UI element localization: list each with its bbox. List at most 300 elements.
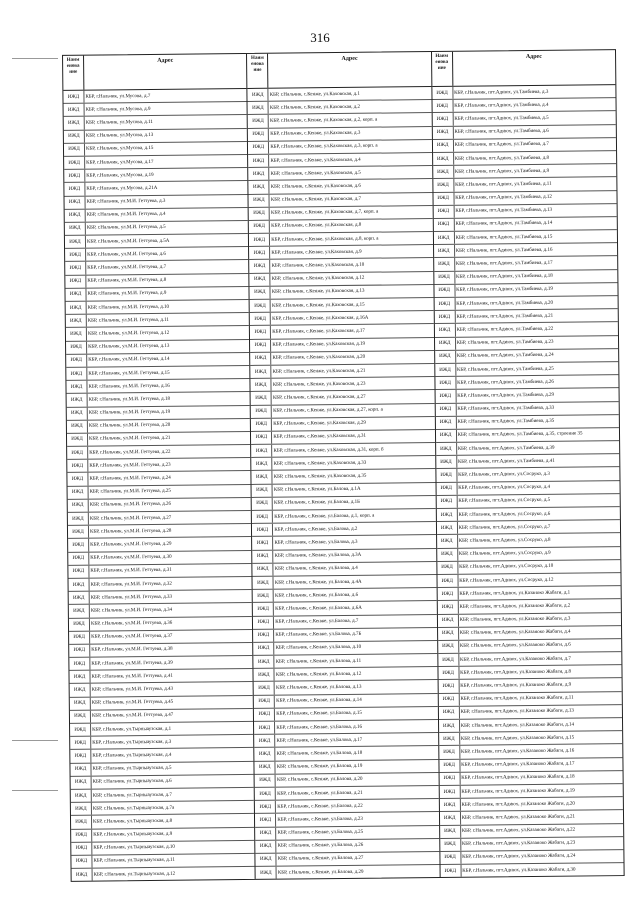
row-type: ИЖД: [70, 371, 83, 377]
row-address: КБР, г.Нальчик, пгт.Адиюх, ул.Казанoко Жабаги, д.19: [459, 784, 622, 798]
row-type: ИЖД: [252, 171, 265, 177]
row-address: КБР, г.Нальчик, ул.М.И. Геттуева, д.25: [88, 485, 251, 499]
row-type: ИЖД: [442, 657, 454, 663]
row-type: ИЖД: [73, 608, 85, 614]
row-type: ИЖД: [69, 305, 82, 311]
row-type: ИЖД: [75, 806, 87, 812]
row-address: КБР, г.Нальчик, с.Кенже, ул.Балова, д.19: [275, 760, 438, 774]
row-type: ИЖД: [72, 569, 85, 575]
row-type: ИЖД: [254, 316, 266, 322]
row-type: ИЖД: [253, 197, 265, 204]
row-address: КБР, г.Нальчик, с.Кенже, ул.Балова, д.1, корп. а: [272, 509, 435, 523]
row-address: КБР, г.Нальчик, ул.Мусова, д.17: [84, 155, 247, 169]
table-column: [63, 54, 256, 881]
row-type: ИЖД: [73, 687, 86, 693]
row-address: КБР, г.Нальчик, с.Кенже, ул.Каховская, д.31, корп. б: [271, 443, 434, 457]
row-type: ИЖД: [70, 410, 83, 416]
row-type: ИЖД: [256, 567, 269, 573]
row-type: ИЖД: [75, 872, 88, 878]
row-type: ИЖД: [252, 158, 265, 164]
row-type: ИЖД: [258, 712, 271, 718]
row-address: КБР, г.Нальчик, ул.М.И. Геттуева, д.47: [90, 709, 253, 723]
row-type: ИЖД: [442, 644, 454, 650]
row-address: КБР, г.Нальчик, пгт.Адиюх, ул.Сосруко, д.9: [457, 547, 620, 561]
row-type: ИЖД: [68, 173, 81, 179]
row-address: КБР, г.Нальчик, ул.Тырныаузская, д.1: [90, 722, 253, 736]
row-type: ИЖД: [444, 855, 456, 861]
row-type: ИЖД: [73, 661, 86, 667]
row-address: КБР, г.Нальчик, с.Кенже, ул.Балова, д.1Б: [272, 496, 435, 510]
row-type: ИЖД: [440, 525, 453, 531]
row-type: ИЖД: [68, 186, 81, 192]
row-type: ИЖД: [259, 817, 272, 823]
row-type: ИЖД: [258, 698, 270, 705]
row-type: ИЖД: [257, 646, 270, 652]
row-address: КБР, г.Нальчик, пгт.Адиюх, ул.Казанoко Жабаги, д.18: [459, 771, 622, 785]
row-type: ИЖД: [440, 486, 453, 492]
row-address: КБР, г.Нальчик, ул.М.И. Геттуева, д.5А: [85, 234, 248, 248]
row-type: ИЖД: [252, 131, 264, 138]
row-type: ИЖД: [437, 209, 450, 215]
row-address: КБР, г.Нальчик, с.Кенже, ул.Каховская, д.4: [268, 153, 431, 167]
row-address: КБР, г.Нальчик, ул.Тырныаузская, д.3: [90, 735, 253, 749]
row-type: ИЖД: [251, 92, 264, 98]
row-address: КБР, г.Нальчик, пгт.Адиюх, ул.Казанoко Жабаги, д.14: [459, 718, 622, 732]
row-type: ИЖД: [443, 802, 456, 808]
row-address: КБР, г.Нальчик, с.Кенже, ул.Каховская, д.20: [270, 351, 433, 365]
row-type: ИЖД: [257, 619, 270, 625]
row-type: ИЖД: [439, 420, 452, 426]
row-address: КБР, г.Нальчик, пгт.Адиюх, ул.Казанoко Жабаги, д.23: [460, 837, 623, 851]
row-address: КБР, г.Нальчик, ул.Мусова, д.13: [84, 129, 247, 143]
row-address: КБР, г.Нальчик, пгт.Адиюх, ул.Тамбиева, д.41: [456, 454, 619, 468]
row-address: КБР, г.Нальчик, ул.М.И. Геттуева, д.23: [87, 458, 250, 472]
row-type: ИЖД: [444, 868, 457, 874]
row-address: КБР, г.Нальчик, ул.М.И. Геттуева, д.9: [85, 287, 248, 301]
row-type: ИЖД: [252, 184, 265, 190]
row-type: ИЖД: [438, 288, 450, 294]
row-type: ИЖД: [439, 380, 451, 386]
row-type: ИЖД: [256, 540, 269, 546]
row-type: ИЖД: [253, 263, 266, 269]
row-address: КБР, г.Нальчик, пгт.Адиюх, ул.Тамбиева, д.7: [453, 138, 616, 152]
row-address: КБР, г.Нальчик, ул.Тырныаузская, д.10: [91, 841, 254, 855]
row-address: КБР, г.Нальчик, ул.М.И. Геттуева, д.37: [89, 630, 252, 644]
row-address: КБР, г.Нальчик, ул.М.И. Геттуева, д.32: [89, 577, 252, 591]
row-address: КБР, г.Нальчик, пгт.Адиюх, ул.Сосруко, д.8: [457, 533, 620, 547]
row-address: КБР, г.Нальчик, пгт.Адиюх, ул.Тамбиева, д.33: [455, 402, 618, 416]
row-address: КБР, г.Нальчик, с.Кенже, ул.Каховская, д.10: [270, 258, 433, 272]
row-type: ИЖД: [441, 578, 453, 584]
row-address: КБР, г.Нальчик, ул.М.И. Геттуева, д.13: [86, 340, 249, 354]
row-type: ИЖД: [253, 237, 266, 243]
row-address: КБР, г.Нальчик, с.Кенже, ул.Каховская, д.31: [271, 430, 434, 444]
row-address: КБР, г.Нальчик, пгт.Адиюх, ул.Тамбиева, д.26: [455, 375, 618, 389]
row-type: ИЖД: [437, 248, 450, 254]
row-address: КБР, г.Нальчик, пгт.Адиюх, ул.Тамбиева, д.35, строение 35: [456, 428, 619, 442]
row-type: ИЖД: [254, 303, 266, 309]
row-address: КБР, г.Нальчик, пгт.Адиюх, ул.Казанoко Жабаги, д.7: [458, 652, 621, 666]
row-address: КБР, г.Нальчик, пгт.Адиюх, ул.Тамбиева, д.24: [455, 349, 618, 363]
row-type: ИЖД: [439, 406, 452, 413]
row-type: ИЖД: [443, 789, 456, 795]
row-type: ИЖД: [73, 634, 85, 641]
row-address: КБР, г.Нальчик, с.Кенже, ул.Балова, д.10: [274, 641, 437, 655]
row-address: КБР, г.Нальчик, ул.М.И. Геттуева, д.3: [84, 194, 247, 208]
row-address: КБР, г.Нальчик, пгт.Адиюх, ул.Казанoко Жабаги, д.1: [457, 586, 620, 600]
row-type: ИЖД: [255, 395, 267, 401]
row-address: КБР, г.Нальчик, с.Кенже, ул.Каховская, д.12: [270, 272, 433, 286]
row-type: ИЖД: [440, 459, 452, 465]
row-type: ИЖД: [260, 870, 272, 876]
row-type: ИЖД: [442, 670, 454, 676]
row-address: КБР, г.Нальчик, ул.М.И. Геттуева, д.15: [86, 366, 249, 380]
row-address: КБР, г.Нальчик, с.Кенже, ул.Балова, д.4: [273, 562, 436, 576]
row-address: КБР, г.Нальчик, с.Кенже, ул.Балова, д.29: [276, 865, 439, 879]
row-address: КБР, г.Нальчик, пгт.Адиюх, ул.Казанoко Жабаги, д.2: [457, 599, 620, 613]
row-type: ИЖД: [253, 224, 265, 230]
row-type: ИЖД: [437, 235, 450, 241]
row-address: КБР, г.Нальчик, с.Кенже, ул.Балова, д.11: [274, 654, 437, 668]
row-type: ИЖД: [71, 476, 84, 482]
table-row: [256, 865, 439, 879]
row-address: КБР, г.Нальчик, ул.М.И. Геттуева, д.18: [87, 392, 250, 406]
row-type: ИЖД: [75, 819, 87, 825]
row-address: КБР, г.Нальчик, ул.Тырныаузская, д.7: [91, 788, 254, 802]
row-type: ИЖД: [438, 261, 450, 268]
row-type: ИЖД: [74, 766, 87, 772]
row-type: ИЖД: [254, 356, 267, 362]
row-address: КБР, г.Нальчик, пгт.Адиюх, ул.Тамбиева, д.8: [453, 151, 616, 165]
row-type: ИЖД: [438, 275, 450, 281]
table-row: [440, 863, 623, 877]
row-address: КБР, г.Нальчик, ул.М.И. Геттуева, д.28: [88, 524, 251, 538]
row-type: ИЖД: [255, 382, 267, 388]
row-address: КБР, г.Нальчик, с.Кенже, ул.Балова, д.3А: [273, 549, 436, 563]
row-address: КБР, г.Нальчик, ул.Мусова, д.19: [84, 168, 247, 182]
table-rows: [248, 87, 440, 879]
row-type: ИЖД: [259, 844, 272, 850]
row-type: ИЖД: [443, 815, 456, 821]
row-address: КБР, г.Нальчик, ул.М.И. Геттуева, д.38: [89, 643, 252, 657]
row-address: КБР, г.Нальчик, пгт.Адиюх, ул.Казанoко Жабаги, д.30: [460, 863, 623, 877]
row-type: ИЖД: [74, 780, 87, 786]
row-address: КБР, г.Нальчик, ул.М.И. Геттуева, д.22: [87, 445, 250, 459]
row-address: КБР, г.Нальчик, с.Кенже, ул.Балова, д.20: [275, 773, 438, 787]
row-address: КБР, г.Нальчик, с.Кенже, ул.Балова, д.1А: [272, 483, 435, 497]
row-address: КБР, г.Нальчик, ул.М.И. Геттуева, д.14: [86, 353, 249, 367]
row-address: КБР, г.Нальчик, ул.М.И. Геттуева, д.5: [85, 221, 248, 235]
row-type: ИЖД: [67, 120, 80, 126]
header-type: Наим енова ние: [247, 54, 268, 88]
row-address: КБР, г.Нальчик, с.Кенже, ул.Каховская, д.7, корп. а: [269, 206, 432, 220]
row-type: ИЖД: [441, 591, 454, 597]
row-type: ИЖД: [72, 529, 84, 535]
scan-margin-mark: [12, 58, 58, 59]
row-address: КБР, г.Нальчик, с.Кенже, ул.Каховская, д.1: [268, 87, 431, 101]
row-address: КБР, г.Нальчик, пгт.Адиюх, ул.Тамбиева, д.21: [454, 309, 617, 323]
row-type: ИЖД: [256, 514, 268, 520]
row-type: ИЖД: [437, 195, 449, 202]
row-type: ИЖД: [259, 778, 271, 784]
row-type: ИЖД: [254, 342, 267, 349]
row-address: КБР, г.Нальчик, ул.М.И. Геттуева, д.43: [90, 682, 253, 696]
row-type: ИЖД: [73, 648, 86, 654]
row-type: ИЖД: [259, 804, 272, 810]
row-address: КБР, г.Нальчик, ул.М.И. Геттуева, д.11: [86, 313, 249, 327]
table-row: [72, 867, 255, 881]
row-type: ИЖД: [68, 133, 80, 139]
row-type: ИЖД: [442, 723, 455, 729]
row-address: КБР, г.Нальчик, пгт.Адиюх, ул.Тамбиева, д.3: [452, 85, 615, 99]
row-address: КБР, г.Нальчик, пгт.Адиюх, ул.Казанoко Жабаги, д.20: [459, 797, 622, 811]
header-type: Наим енова ние: [432, 52, 453, 86]
header-type: Наим енова ние: [63, 56, 84, 90]
row-address: КБР, г.Нальчик, пгт.Адиюх, ул.Тамбиева, д.20: [454, 296, 617, 310]
row-address: КБР, г.Нальчик, с.Кенже, ул.Каховская, д.23: [271, 377, 434, 391]
row-address: КБР, г.Нальчик, с.Кенже, ул.Каховская, д.33: [272, 456, 435, 470]
row-address: КБР, г.Нальчик, с.Кенже, ул.Балова, д.23: [275, 812, 438, 826]
row-address: КБР, г.Нальчик, с.Кенже, ул.Каховская, д.17: [270, 324, 433, 338]
row-address: КБР, г.Нальчик, пгт.Адиюх, ул.Казанoко Жабаги, д.13: [459, 705, 622, 719]
row-address: КБР, г.Нальчик, пгт.Адиюх, ул.Тамбиева, д.17: [454, 257, 617, 271]
row-type: ИЖД: [443, 749, 455, 755]
row-address: КБР, г.Нальчик, с.Кенже, ул.Балова, д.3: [272, 535, 435, 549]
row-address: КБР, г.Нальчик, ул.М.И. Геттуева, д.12: [86, 326, 249, 340]
row-type: ИЖД: [436, 90, 448, 96]
row-type: ИЖД: [257, 633, 270, 639]
header-address: Адрес: [157, 57, 174, 64]
row-address: КБР, г.Нальчик, пгт.Адиюх, ул.Тамбиева, д.12: [453, 191, 616, 205]
row-type: ИЖД: [440, 446, 452, 452]
row-address: КБР, г.Нальчик, ул.М.И. Геттуева, д.21: [87, 432, 250, 446]
row-address: КБР, г.Нальчик, с.Кенже, ул.Каховская, д.27, корп. а: [271, 404, 434, 418]
scan-margin-mark: [12, 740, 58, 741]
row-type: ИЖД: [439, 354, 451, 360]
row-address: КБР, г.Нальчик, с.Кенже, ул.Балова, д.18: [275, 746, 438, 760]
row-type: ИЖД: [74, 793, 87, 799]
row-type: ИЖД: [441, 631, 454, 637]
row-address: КБР, г.Нальчик, ул.Тырныаузская, д.6: [91, 775, 254, 789]
row-address: КБР, г.Нальчик, с.Кенже, ул.Каховская, д.3, корп. а: [268, 140, 431, 154]
row-type: ИЖД: [71, 437, 83, 443]
row-type: ИЖД: [69, 239, 81, 245]
row-address: КБР, г.Нальчик, с.Кенже, ул.Балова, д.6: [273, 588, 436, 602]
row-address: КБР, г.Нальчик, ул.М.И. Геттуева, д.8: [85, 274, 248, 288]
row-address: КБР, г.Нальчик, пгт.Адиюх, ул.Тамбиева, д.11: [453, 177, 616, 191]
row-type: ИЖД: [258, 751, 271, 757]
row-type: ИЖД: [70, 384, 83, 390]
row-address: КБР, г.Нальчик, пгт.Адиюх, ул.Казанoко Жабаги, д.21: [460, 810, 623, 824]
row-type: ИЖД: [443, 736, 455, 742]
row-address: КБР, г.Нальчик, с.Кенже, ул.Каховская, д.3: [268, 127, 431, 141]
row-type: ИЖД: [69, 252, 81, 258]
row-type: ИЖД: [252, 105, 264, 111]
address-table: [62, 49, 625, 882]
row-type: ИЖД: [443, 776, 456, 782]
row-type: ИЖД: [255, 448, 268, 454]
row-type: ИЖД: [437, 222, 450, 228]
row-address: КБР, г.Нальчик, ул.М.И. Геттуева, д.26: [88, 498, 251, 512]
header-address: Адрес: [341, 55, 358, 62]
row-type: ИЖД: [256, 487, 268, 494]
row-address: КБР, г.Нальчик, с.Кенже, ул.Каховская, д.6: [269, 179, 432, 193]
row-type: ИЖД: [259, 857, 272, 863]
row-type: ИЖД: [68, 147, 80, 153]
row-type: ИЖД: [70, 358, 82, 364]
row-type: ИЖД: [74, 753, 87, 759]
row-type: ИЖД: [436, 116, 449, 122]
row-type: ИЖД: [438, 327, 451, 333]
row-type: ИЖД: [259, 791, 271, 797]
row-type: ИЖД: [258, 738, 271, 744]
row-address: КБР, г.Нальчик, ул.Мусова, д.7: [83, 89, 246, 103]
row-address: КБР, г.Нальчик, пгт.Адиюх, ул.Тамбиева, д.16: [454, 243, 617, 257]
row-address: КБР, г.Нальчик, с.Кенже, ул.Каховская, д.35: [272, 469, 435, 483]
row-type: ИЖД: [70, 331, 82, 337]
row-type: ИЖД: [74, 740, 86, 746]
row-address: КБР, г.Нальчик, ул.Тырныаузская, д.11: [91, 854, 254, 868]
row-type: ИЖД: [436, 143, 449, 149]
row-type: ИЖД: [444, 828, 456, 835]
row-type: ИЖД: [259, 830, 272, 836]
row-address: КБР, г.Нальчик, пгт.Адиюх, ул.Казанoко Жабаги, д.15: [459, 731, 622, 745]
row-address: КБР, г.Нальчик, ул.М.И. Геттуева, д.41: [89, 669, 252, 683]
row-type: ИЖД: [69, 278, 82, 285]
row-type: ИЖД: [440, 512, 453, 518]
row-address: КБР, г.Нальчик, с.Кенже, ул.Каховская, д.19: [270, 338, 433, 352]
row-address: КБР, г.Нальчик, ул.Тырныаузская, д.7а: [91, 801, 254, 815]
row-type: ИЖД: [68, 212, 81, 219]
row-address: КБР, г.Нальчик, с.Кенже, ул.Каховская, д.7: [269, 193, 432, 207]
row-type: ИЖД: [440, 499, 453, 505]
row-address: КБР, г.Нальчик, ул.М.И. Геттуева, д.33: [89, 590, 252, 604]
row-address: КБР, г.Нальчик, с.Кенже, ул.Балова, д.7: [273, 615, 436, 629]
row-type: ИЖД: [257, 659, 270, 665]
row-type: ИЖД: [255, 461, 268, 467]
row-type: ИЖД: [257, 580, 269, 586]
row-type: ИЖД: [67, 94, 80, 100]
row-address: КБР, г.Нальчик, с.Кенже, ул.Каховская, д.21: [271, 364, 434, 378]
row-type: ИЖД: [439, 367, 451, 373]
row-address: КБР, г.Нальчик, с.Кенже, ул.Балова, д.13: [274, 680, 437, 694]
row-address: КБР, г.Нальчик, с.Кенже, ул.Каховская, д.16А: [270, 311, 433, 325]
row-address: КБР, г.Нальчик, пгт.Адиюх, ул.Казанoко Жабаги, д.24: [460, 850, 623, 864]
row-type: ИЖД: [441, 617, 454, 624]
row-address: КБР, г.Нальчик, с.Кенже, ул.Каховская, д.8, корп. а: [269, 232, 432, 246]
row-type: ИЖД: [256, 527, 269, 533]
row-type: ИЖД: [73, 674, 86, 680]
row-type: ИЖД: [256, 553, 269, 560]
row-address: КБР, г.Нальчик, пгт.Адиюх, ул.Казанoко Жабаги, д.11: [458, 692, 621, 706]
row-type: ИЖД: [442, 683, 455, 689]
row-address: КБР, г.Нальчик, пгт.Адиюх, ул.Сосруко, д.6: [456, 507, 619, 521]
row-type: ИЖД: [441, 604, 454, 610]
row-address: КБР, г.Нальчик, с.Кенже, ул.Каховская, д.9: [269, 245, 432, 259]
row-type: ИЖД: [72, 582, 85, 588]
row-type: ИЖД: [75, 832, 87, 838]
row-address: КБР, г.Нальчик, с.Кенже, ул.Каховская, д.5: [269, 166, 432, 180]
row-type: ИЖД: [437, 169, 449, 175]
row-address: КБР, г.Нальчик, ул.М.И. Геттуева, д.45: [90, 696, 253, 710]
row-address: КБР, г.Нальчик, ул.М.И. Геттуева, д.34: [89, 603, 252, 617]
row-address: КБР, г.Нальчик, ул.М.И. Геттуева, д.36: [89, 616, 252, 630]
row-type: ИЖД: [257, 593, 269, 599]
row-address: КБР, г.Нальчик, пгт.Адиюх, ул.Сосруко, д.10: [457, 560, 620, 574]
row-address: КБР, г.Нальчик, с.Кенже, ул.Балова, д.12: [274, 667, 437, 681]
row-address: КБР, г.Нальчик, с.Кенже, ул.Каховская, д.2, корп. а: [268, 113, 431, 127]
row-address: КБР, г.Нальчик, с.Кенже, ул.Каховская, д.27: [271, 390, 434, 404]
row-address: КБР, г.Нальчик, пгт.Адиюх, ул.Казанoко Жабаги, д.17: [459, 758, 622, 772]
row-type: ИЖД: [255, 474, 268, 480]
row-address: КБР, г.Нальчик, с.Кенже, ул.Каховская, д.29: [271, 417, 434, 431]
row-address: КБР, г.Нальчик, пгт.Адиюх, ул.Сосруко, д.12: [457, 573, 620, 587]
row-address: КБР, г.Нальчик, пгт.Адиюх, ул.Тамбиева, д.13: [453, 204, 616, 218]
row-type: ИЖД: [72, 542, 84, 548]
row-type: ИЖД: [259, 764, 271, 771]
row-type: ИЖД: [71, 489, 84, 496]
row-address: КБР, г.Нальчик, с.Кенже, ул.Балова, д.26: [276, 839, 439, 853]
row-type: ИЖД: [74, 727, 86, 733]
row-address: КБР, г.Нальчик, с.Кенже, ул.Балова, д.2: [272, 522, 435, 536]
row-address: КБР, г.Нальчик, с.Кенже, ул.Каховская, д.2: [268, 100, 431, 114]
row-address: КБР, г.Нальчик, с.Кенже, ул.Балова, д.6А: [273, 601, 436, 615]
row-address: КБР, г.Нальчик, ул.Мусова, д.11: [84, 115, 247, 129]
row-type: ИЖД: [70, 344, 82, 350]
row-address: КБР, г.Нальчик, ул.Тырныаузская, д.12: [92, 867, 255, 881]
row-type: ИЖД: [436, 103, 449, 109]
row-address: КБР, г.Нальчик, пгт.Адиюх, ул.Казанoко Жабаги, д.3: [458, 613, 621, 627]
row-address: КБР, г.Нальчик, пгт.Адиюх, ул.Тамбиева, д.4: [452, 98, 615, 112]
row-address: КБР, г.Нальчик, пгт.Адиюх, ул.Сосруко, д.7: [457, 520, 620, 534]
scan-margin-mark: [12, 790, 58, 791]
row-address: КБР, г.Нальчик, ул.М.И. Геттуева, д.10: [86, 300, 249, 314]
row-type: ИЖД: [439, 393, 452, 399]
header-address: Адрес: [525, 53, 542, 61]
row-type: ИЖД: [440, 538, 453, 544]
row-address: КБР, г.Нальчик, с.Кенже, ул.Балова, д.25: [275, 825, 438, 839]
row-type: ИЖД: [438, 341, 451, 347]
row-address: КБР, г.Нальчик, ул.М.И. Геттуева, д.7: [85, 260, 248, 274]
row-type: ИЖД: [444, 842, 456, 848]
row-address: КБР, г.Нальчик, пгт.Адиюх, ул.Казанoко Жабаги, д.16: [459, 744, 622, 758]
row-address: КБР, г.Нальчик, пгт.Адиюх, ул.Тамбиева, д.25: [455, 362, 618, 376]
row-address: КБР, г.Нальчик, пгт.Адиюх, ул.Сосруко, д.5: [456, 494, 619, 508]
row-address: КБР, г.Нальчик, ул.М.И. Геттуева, д.20: [87, 419, 250, 433]
row-address: КБР, г.Нальчик, с.Кенже, ул.Балова, д.7Б: [273, 628, 436, 642]
row-address: КБР, г.Нальчик, ул.Мусова, д.21А: [84, 181, 247, 195]
row-address: КБР, г.Нальчик, пгт.Адиюх, ул.Тамбиева, д.5: [452, 111, 615, 125]
row-type: ИЖД: [254, 369, 267, 375]
row-type: ИЖД: [440, 472, 452, 478]
row-address: КБР, г.Нальчик, ул.М.И. Геттуева, д.4: [85, 208, 248, 222]
row-type: ИЖД: [443, 762, 455, 769]
row-type: ИЖД: [74, 714, 86, 720]
row-address: КБР, г.Нальчик, пгт.Адиюх, ул.Сосруко, д.4: [456, 481, 619, 495]
row-address: КБР, г.Нальчик, с.Кенже, ул.Каховская, д.15: [270, 298, 433, 312]
row-type: ИЖД: [72, 555, 85, 561]
row-address: КБР, г.Нальчик, с.Кенже, ул.Балова, д.22: [275, 799, 438, 813]
row-address: КБР, г.Нальчик, ул.М.И. Геттуева, д.31: [88, 564, 251, 578]
row-address: КБР, г.Нальчик, ул.М.И. Геттуева, д.29: [88, 537, 251, 551]
row-address: КБР, г.Нальчик, с.Кенже, ул.Балова, д.4А: [273, 575, 436, 589]
table-header: [247, 52, 431, 89]
row-type: ИЖД: [441, 551, 453, 558]
row-type: ИЖД: [69, 292, 82, 298]
row-type: ИЖД: [70, 318, 82, 324]
row-type: ИЖД: [71, 503, 84, 509]
row-address: КБР, г.Нальчик, пгт.Адиюх, ул.Казанoко Жабаги, д.4: [458, 626, 621, 640]
